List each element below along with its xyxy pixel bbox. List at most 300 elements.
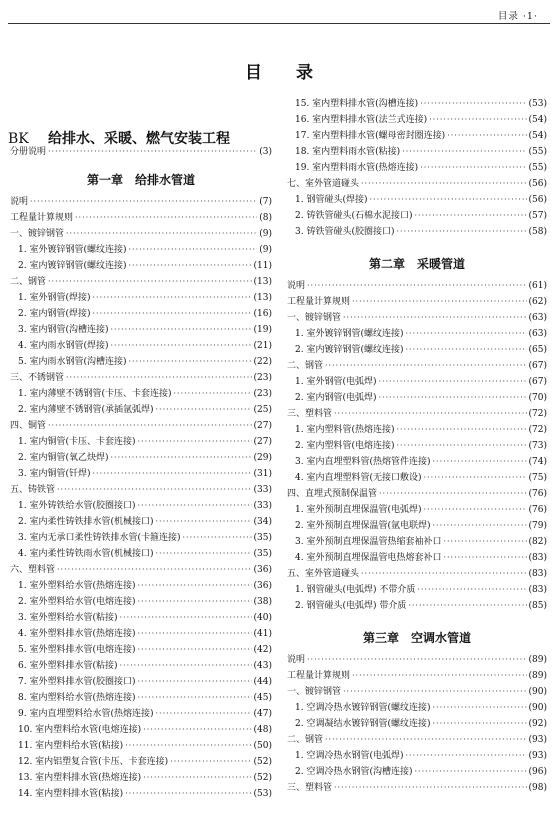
dot-leader xyxy=(125,739,251,753)
toc-entry-page: (31) xyxy=(253,469,272,479)
toc-entry-title: 2. 室内镀锌钢管(螺纹连接) xyxy=(295,345,404,355)
toc-entry-page: (47) xyxy=(253,709,272,719)
toc-entry-title: 19. 室内塑料雨水管(热熔连接) xyxy=(295,163,419,173)
toc-entry-title: 五、铸铁管 xyxy=(10,485,56,495)
toc-entry[interactable] xyxy=(10,611,272,625)
dot-leader xyxy=(343,685,527,699)
toc-entry-title: 说明 xyxy=(287,281,306,291)
toc-entry-title: 1. 室外塑料给水管(热熔连接) xyxy=(18,581,136,591)
dot-leader xyxy=(155,707,251,721)
dot-leader xyxy=(155,515,251,529)
toc-entry-page: (27) xyxy=(253,421,272,431)
toc-entry-page: (19) xyxy=(253,325,272,335)
toc-entry-title: 四、直埋式预制保温管 xyxy=(287,489,378,499)
running-header: 目录 ·1· xyxy=(497,11,538,22)
dot-leader xyxy=(352,295,527,309)
toc-entry-page: (54) xyxy=(528,115,547,125)
toc-entry-page: (92) xyxy=(528,719,547,729)
dot-leader xyxy=(423,471,526,485)
dot-leader xyxy=(432,519,526,533)
dot-leader xyxy=(378,375,526,389)
dot-leader xyxy=(110,339,251,353)
toc-entry-page: (62) xyxy=(528,297,547,307)
dot-leader xyxy=(137,691,251,705)
toc-entry-title: 7. 室外塑料排水管(胶圈接口) xyxy=(18,677,136,687)
toc-entry-page: (76) xyxy=(528,505,547,515)
toc-entry-title: 1. 钢管碰头(电弧焊) 不带介质 xyxy=(295,585,416,595)
toc-entry-page: (25) xyxy=(253,405,272,415)
dot-leader xyxy=(369,193,526,207)
toc-entry-title: 1. 室外铸铁给水管(胶圈接口) xyxy=(18,501,136,511)
dot-leader xyxy=(137,595,251,609)
toc-entry-title: 1. 室外钢管(焊接) xyxy=(18,293,91,303)
toc-entry-title: 18. 室内塑料雨水管(粘接) xyxy=(295,147,401,157)
toc-entry-title: 1. 室内塑料管(热熔连接) xyxy=(295,425,395,435)
chapter-heading: 第一章 给排水管道 xyxy=(86,173,195,187)
dot-leader xyxy=(137,499,251,513)
toc-entry-title: 六、塑料管 xyxy=(10,565,56,575)
dot-leader xyxy=(128,243,257,257)
toc-entry-title: 3. 室内铜管(钎焊) xyxy=(18,469,91,479)
dot-leader xyxy=(423,503,526,517)
dot-leader xyxy=(155,547,251,561)
toc-entry[interactable] xyxy=(287,765,547,779)
toc-entry[interactable] xyxy=(287,97,547,111)
toc-entry[interactable] xyxy=(10,755,272,769)
toc-entry-page: (74) xyxy=(528,457,547,467)
toc-entry[interactable] xyxy=(287,733,547,747)
toc-entry[interactable] xyxy=(287,583,547,597)
toc-entry-title: 七、室外管道碰头 xyxy=(287,179,360,189)
dot-leader xyxy=(408,599,526,613)
dot-leader xyxy=(414,765,526,779)
toc-entry[interactable] xyxy=(10,419,272,433)
toc-entry-title: 2. 室外塑料给水管(电熔连接) xyxy=(18,597,136,607)
toc-entry-title: 8. 室内塑料给水管(热熔连接) xyxy=(18,693,136,703)
toc-entry-page: (82) xyxy=(528,537,547,547)
toc-entry[interactable] xyxy=(287,225,547,239)
toc-entry[interactable] xyxy=(10,323,272,337)
toc-entry-page: (57) xyxy=(528,211,547,221)
toc-entry[interactable] xyxy=(10,659,272,673)
toc-entry-page: (54) xyxy=(528,131,547,141)
dot-leader xyxy=(170,755,251,769)
toc-entry-title: 16. 室内塑料排水管(法兰式连接) xyxy=(295,115,428,125)
toc-entry[interactable] xyxy=(10,499,272,513)
toc-entry-page: (48) xyxy=(253,725,272,735)
toc-entry-title: 3. 室内无承口柔性铸铁排水管(卡箍连接) xyxy=(18,533,181,543)
toc-entry-title: 3. 铸铁管碰头(胶圈接口) xyxy=(295,227,395,237)
toc-entry-title: 4. 室内直埋塑料管(无接口敷设) xyxy=(295,473,422,483)
toc-entry-title: 3. 室外塑料给水管(粘接) xyxy=(18,613,118,623)
volume-code: BK xyxy=(8,131,29,147)
toc-entry-page: (73) xyxy=(528,441,547,451)
toc-entry-title: 11. 室内塑料给水管(粘接) xyxy=(18,741,124,751)
toc-entry[interactable] xyxy=(287,177,547,191)
toc-entry[interactable] xyxy=(10,467,272,481)
toc-entry-page: (23) xyxy=(253,389,272,399)
toc-entry-page: (11) xyxy=(253,261,272,271)
toc-entry[interactable] xyxy=(10,579,272,593)
dot-leader xyxy=(443,535,526,549)
toc-entry-page: (36) xyxy=(253,565,272,575)
dot-leader xyxy=(57,563,252,577)
dot-leader xyxy=(66,371,252,385)
dot-leader xyxy=(405,343,526,357)
dot-leader xyxy=(92,307,251,321)
toc-entry[interactable] xyxy=(10,195,272,209)
toc-entry[interactable] xyxy=(10,627,272,641)
toc-entry[interactable] xyxy=(10,451,272,465)
toc-entry-title: 1. 空调冷热水钢管(电弧焊) xyxy=(295,751,404,761)
toc-entry-title: 3. 室内钢管(沟槽连接) xyxy=(18,325,109,335)
toc-entry[interactable] xyxy=(10,355,272,369)
toc-entry[interactable] xyxy=(10,403,272,417)
dot-leader xyxy=(119,611,251,625)
toc-entry-page: (35) xyxy=(253,549,272,559)
toc-entry-page: (56) xyxy=(528,179,547,189)
toc-entry-page: (16) xyxy=(253,309,272,319)
toc-entry[interactable] xyxy=(287,359,547,373)
dot-leader xyxy=(405,327,526,341)
toc-entry-page: (23) xyxy=(253,373,272,383)
toc-entry[interactable] xyxy=(10,371,272,385)
toc-entry-page: (13) xyxy=(253,293,272,303)
toc-entry[interactable] xyxy=(10,387,272,401)
dot-leader xyxy=(125,787,251,801)
toc-entry-title: 2. 室内镀锌钢管(螺纹连接) xyxy=(18,261,127,271)
toc-entry-page: (55) xyxy=(528,163,547,173)
toc-entry-title: 工程量计算规则 xyxy=(10,213,74,223)
toc-entry-page: (40) xyxy=(253,613,272,623)
toc-entry-title: 2. 室内钢管(焊接) xyxy=(18,309,91,319)
toc-entry-title: 2. 室内塑料管(电熔连接) xyxy=(295,441,395,451)
dot-leader xyxy=(182,531,251,545)
toc-entry[interactable] xyxy=(287,535,547,549)
dot-leader xyxy=(137,579,251,593)
page-title: 目录 xyxy=(245,63,347,83)
toc-entry-page: (76) xyxy=(528,489,547,499)
toc-entry[interactable] xyxy=(10,707,272,721)
toc-entry-title: 1. 室内薄壁不锈钢管(卡压、卡套连接) xyxy=(18,389,172,399)
toc-entry[interactable] xyxy=(287,327,547,341)
dot-leader xyxy=(48,419,252,433)
toc-entry[interactable] xyxy=(10,787,272,801)
dot-leader xyxy=(48,275,252,289)
dot-leader xyxy=(307,279,527,293)
dot-leader xyxy=(110,323,251,337)
toc-entry-title: 2. 室内钢管(电弧焊) xyxy=(295,393,377,403)
toc-entry-title: 1. 空调冷热水镀锌钢管(螺纹连接) xyxy=(295,703,431,713)
toc-entry-title: 10. 室内塑料给水管(电熔连接) xyxy=(18,725,142,735)
toc-entry-page: (50) xyxy=(253,741,272,751)
toc-entry-page: (83) xyxy=(528,585,547,595)
dot-leader xyxy=(137,627,251,641)
toc-entry[interactable] xyxy=(287,407,547,421)
toc-entry-page: (35) xyxy=(253,533,272,543)
toc-entry-title: 2. 室内薄壁不锈钢管(承插氩弧焊) xyxy=(18,405,154,415)
toc-entry-page: (55) xyxy=(528,147,547,157)
toc-entry-page: (33) xyxy=(253,485,272,495)
dot-leader xyxy=(137,675,251,689)
toc-entry-page: (65) xyxy=(528,345,547,355)
toc-entry[interactable] xyxy=(287,701,547,715)
toc-entry[interactable] xyxy=(287,209,547,223)
toc-entry-title: 一、镀锌钢管 xyxy=(287,687,342,697)
page-header xyxy=(0,0,558,22)
toc-entry[interactable] xyxy=(10,259,272,273)
toc-entry-title: 2. 室外预制直埋保温管(氩电联焊) xyxy=(295,521,431,531)
toc-entry[interactable] xyxy=(287,503,547,517)
toc-entry[interactable] xyxy=(287,113,547,127)
dot-leader xyxy=(92,291,251,305)
toc-entry-page: (38) xyxy=(253,597,272,607)
toc-entry-title: 15. 室内塑料排水管(沟槽连接) xyxy=(295,99,419,109)
toc-entry-page: (63) xyxy=(528,329,547,339)
toc-entry-page: (43) xyxy=(253,661,272,671)
toc-entry-page: (83) xyxy=(528,553,547,563)
dot-leader xyxy=(92,467,251,481)
toc-entry-page: (52) xyxy=(253,757,272,767)
toc-entry-page: (9) xyxy=(259,245,272,255)
toc-entry-page: (67) xyxy=(528,377,547,387)
dot-leader xyxy=(110,451,251,465)
toc-entry-title: 2. 空调冷热水钢管(沟槽连接) xyxy=(295,767,413,777)
dot-leader xyxy=(143,771,251,785)
toc-entry[interactable] xyxy=(287,439,547,453)
toc-entry[interactable] xyxy=(10,595,272,609)
dot-leader xyxy=(396,439,526,453)
toc-entry-page: (34) xyxy=(253,517,272,527)
dot-leader xyxy=(420,161,526,175)
header-rule xyxy=(8,23,550,24)
toc-entry-title: 1. 室外钢管(电弧焊) xyxy=(295,377,377,387)
toc-entry[interactable] xyxy=(10,275,272,289)
toc-entry-page: (98) xyxy=(528,783,547,793)
dot-leader xyxy=(325,359,527,373)
toc-entry[interactable] xyxy=(10,547,272,561)
dot-leader xyxy=(137,643,251,657)
dot-leader xyxy=(143,723,251,737)
toc-entry[interactable] xyxy=(287,295,547,309)
toc-entry-title: 四、铜管 xyxy=(10,421,47,431)
toc-entry[interactable] xyxy=(10,531,272,545)
toc-entry-page: (56) xyxy=(528,195,547,205)
toc-entry-title: 三、塑料管 xyxy=(287,783,333,793)
dot-leader xyxy=(352,669,527,683)
toc-entry-page: (21) xyxy=(253,341,272,351)
toc-entry[interactable] xyxy=(287,781,547,795)
toc-entry[interactable] xyxy=(287,749,547,763)
toc-entry-page: (90) xyxy=(528,703,547,713)
toc-entry-page: (67) xyxy=(528,361,547,371)
dot-leader xyxy=(432,717,526,731)
dot-leader xyxy=(447,129,526,143)
dot-leader xyxy=(378,391,526,405)
toc-entry-title: 4. 室外塑料排水管(热熔连接) xyxy=(18,629,136,639)
toc-entry[interactable] xyxy=(287,653,547,667)
toc-entry[interactable] xyxy=(287,193,547,207)
toc-entry[interactable] xyxy=(287,161,547,175)
toc-entry[interactable] xyxy=(287,311,547,325)
toc-entry-title: 4. 室外预制直埋保温管电热熔套补口 xyxy=(295,553,442,563)
toc-entry-title: 三、不锈钢管 xyxy=(10,373,65,383)
dot-leader xyxy=(396,225,526,239)
toc-entry-title: 1. 室外预制直埋保温管(电弧焊) xyxy=(295,505,422,515)
toc-entry[interactable] xyxy=(287,717,547,731)
toc-entry[interactable] xyxy=(287,455,547,469)
toc-entry[interactable] xyxy=(10,691,272,705)
toc-entry-page: (44) xyxy=(253,677,272,687)
dot-leader xyxy=(432,455,526,469)
toc-entry-page: (27) xyxy=(253,437,272,447)
toc-entry-page: (53) xyxy=(253,789,272,799)
dot-leader xyxy=(420,97,526,111)
toc-entry-title: 工程量计算规则 xyxy=(287,671,351,681)
toc-entry[interactable] xyxy=(10,145,272,159)
toc-entry[interactable] xyxy=(287,519,547,533)
dot-leader xyxy=(429,113,526,127)
toc-entry[interactable] xyxy=(287,129,547,143)
dot-leader xyxy=(48,145,257,159)
toc-entry-page: (7) xyxy=(259,197,272,207)
toc-entry-title: 二、钢管 xyxy=(287,735,324,745)
chapter-heading: 第二章 采暖管道 xyxy=(368,257,465,271)
toc-entry[interactable] xyxy=(10,675,272,689)
toc-entry[interactable] xyxy=(10,515,272,529)
dot-leader xyxy=(57,483,252,497)
dot-leader xyxy=(396,423,526,437)
dot-leader xyxy=(334,781,527,795)
dot-leader xyxy=(325,733,527,747)
toc-entry-page: (52) xyxy=(253,773,272,783)
toc-entry-title: 9. 室内直埋塑料给水管(热熔连接) xyxy=(18,709,154,719)
toc-entry-title: 4. 室内柔性铸铁雨水管(机械接口) xyxy=(18,549,154,559)
toc-entry-title: 1. 室外镀锌钢管(螺纹连接) xyxy=(18,245,127,255)
toc-entry[interactable] xyxy=(287,145,547,159)
toc-entry-page: (22) xyxy=(253,357,272,367)
toc-entry-page: (45) xyxy=(253,693,272,703)
toc-entry[interactable] xyxy=(287,375,547,389)
toc-entry-title: 说明 xyxy=(10,197,29,207)
toc-entry[interactable] xyxy=(10,483,272,497)
toc-entry-title: 1. 钢管碰头(焊接) xyxy=(295,195,368,205)
toc-entry-title: 6. 室外塑料排水管(粘接) xyxy=(18,661,118,671)
toc-entry-title: 13. 室内塑料排水管(热熔连接) xyxy=(18,773,142,783)
toc-entry-page: (89) xyxy=(528,671,547,681)
toc-entry[interactable] xyxy=(10,643,272,657)
dot-leader xyxy=(128,259,251,273)
toc-entry[interactable] xyxy=(10,227,272,241)
toc-entry-title: 2. 铸铁管碰头(石棉水泥接口) xyxy=(295,211,413,221)
toc-entry[interactable] xyxy=(287,423,547,437)
dot-leader xyxy=(137,435,251,449)
toc-entry-page: (41) xyxy=(253,629,272,639)
dot-leader xyxy=(443,551,526,565)
toc-entry-page: (3) xyxy=(259,147,272,157)
dot-leader xyxy=(343,311,527,325)
toc-entry-page: (53) xyxy=(528,99,547,109)
toc-entry[interactable] xyxy=(287,391,547,405)
toc-entry-title: 工程量计算规则 xyxy=(287,297,351,307)
toc-entry-title: 二、钢管 xyxy=(10,277,47,287)
toc-entry-title: 2. 空调凝结水镀锌钢管(螺纹连接) xyxy=(295,719,431,729)
toc-entry-page: (61) xyxy=(528,281,547,291)
dot-leader xyxy=(307,653,527,667)
toc-entry-title: 3. 室外预制直埋保温管热缩套袖补口 xyxy=(295,537,442,547)
toc-entry-title: 2. 室内铜管(氧乙炔焊) xyxy=(18,453,109,463)
volume-name: 给排水、采暖、燃气安装工程 xyxy=(48,131,230,147)
toc-entry-page: (70) xyxy=(528,393,547,403)
toc-entry[interactable] xyxy=(287,487,547,501)
toc-entry-page: (29) xyxy=(253,453,272,463)
dot-leader xyxy=(402,145,526,159)
chapter-heading: 第三章 空调水管道 xyxy=(362,631,471,645)
toc-entry[interactable] xyxy=(10,771,272,785)
dot-leader xyxy=(417,583,526,597)
toc-entry-title: 17. 室内塑料排水管(螺母密封圈连接) xyxy=(295,131,446,141)
toc-entry[interactable] xyxy=(10,211,272,225)
toc-entry-page: (89) xyxy=(528,655,547,665)
toc-entry-title: 1. 室外镀锌钢管(螺纹连接) xyxy=(295,329,404,339)
toc-entry-title: 一、镀锌钢管 xyxy=(287,313,342,323)
toc-entry[interactable] xyxy=(287,685,547,699)
toc-entry[interactable] xyxy=(10,739,272,753)
toc-entry[interactable] xyxy=(10,307,272,321)
dot-leader xyxy=(128,355,251,369)
toc-entry-title: 说明 xyxy=(287,655,306,665)
toc-entry-title: 5. 室内雨水钢管(沟槽连接) xyxy=(18,357,127,367)
toc-entry-title: 三、塑料管 xyxy=(287,409,333,419)
dot-leader xyxy=(432,701,526,715)
toc-entry[interactable] xyxy=(287,599,547,613)
dot-leader xyxy=(173,387,251,401)
toc-entry-title: 3. 室内直埋塑料管(热熔管件连接) xyxy=(295,457,431,467)
toc-entry-title: 5. 室外塑料排水管(电熔连接) xyxy=(18,645,136,655)
toc-entry-title: 二、钢管 xyxy=(287,361,324,371)
toc-entry-title: 1. 室内铜管(卡压、卡套连接) xyxy=(18,437,136,447)
toc-entry[interactable] xyxy=(287,279,547,293)
toc-entry[interactable] xyxy=(287,343,547,357)
toc-entry-page: (72) xyxy=(528,425,547,435)
toc-entry-page: (79) xyxy=(528,521,547,531)
toc-entry[interactable] xyxy=(287,567,547,581)
toc-entry-page: (93) xyxy=(528,735,547,745)
toc-entry[interactable] xyxy=(10,243,272,257)
toc-entry-page: (8) xyxy=(259,213,272,223)
toc-entry[interactable] xyxy=(10,291,272,305)
toc-entry[interactable] xyxy=(10,723,272,737)
toc-entry[interactable] xyxy=(287,471,547,485)
toc-entry-page: (13) xyxy=(253,277,272,287)
toc-entry-page: (33) xyxy=(253,501,272,511)
toc-entry-page: (72) xyxy=(528,409,547,419)
toc-entry-page: (90) xyxy=(528,687,547,697)
dot-leader xyxy=(75,211,257,225)
toc-entry-title: 2. 室内柔性铸铁排水管(机械接口) xyxy=(18,517,154,527)
toc-entry[interactable] xyxy=(287,669,547,683)
toc-entry-title: 4. 室内雨水钢管(焊接) xyxy=(18,341,109,351)
toc-entry-page: (93) xyxy=(528,751,547,761)
toc-entry[interactable] xyxy=(10,339,272,353)
toc-entry-title: 五、室外管道碰头 xyxy=(287,569,360,579)
toc-entry[interactable] xyxy=(287,551,547,565)
toc-entry[interactable] xyxy=(10,435,272,449)
toc-entry[interactable] xyxy=(10,563,272,577)
dot-leader xyxy=(405,749,526,763)
toc-entry-title: 一、镀锌钢管 xyxy=(10,229,65,239)
toc-entry-page: (9) xyxy=(259,229,272,239)
